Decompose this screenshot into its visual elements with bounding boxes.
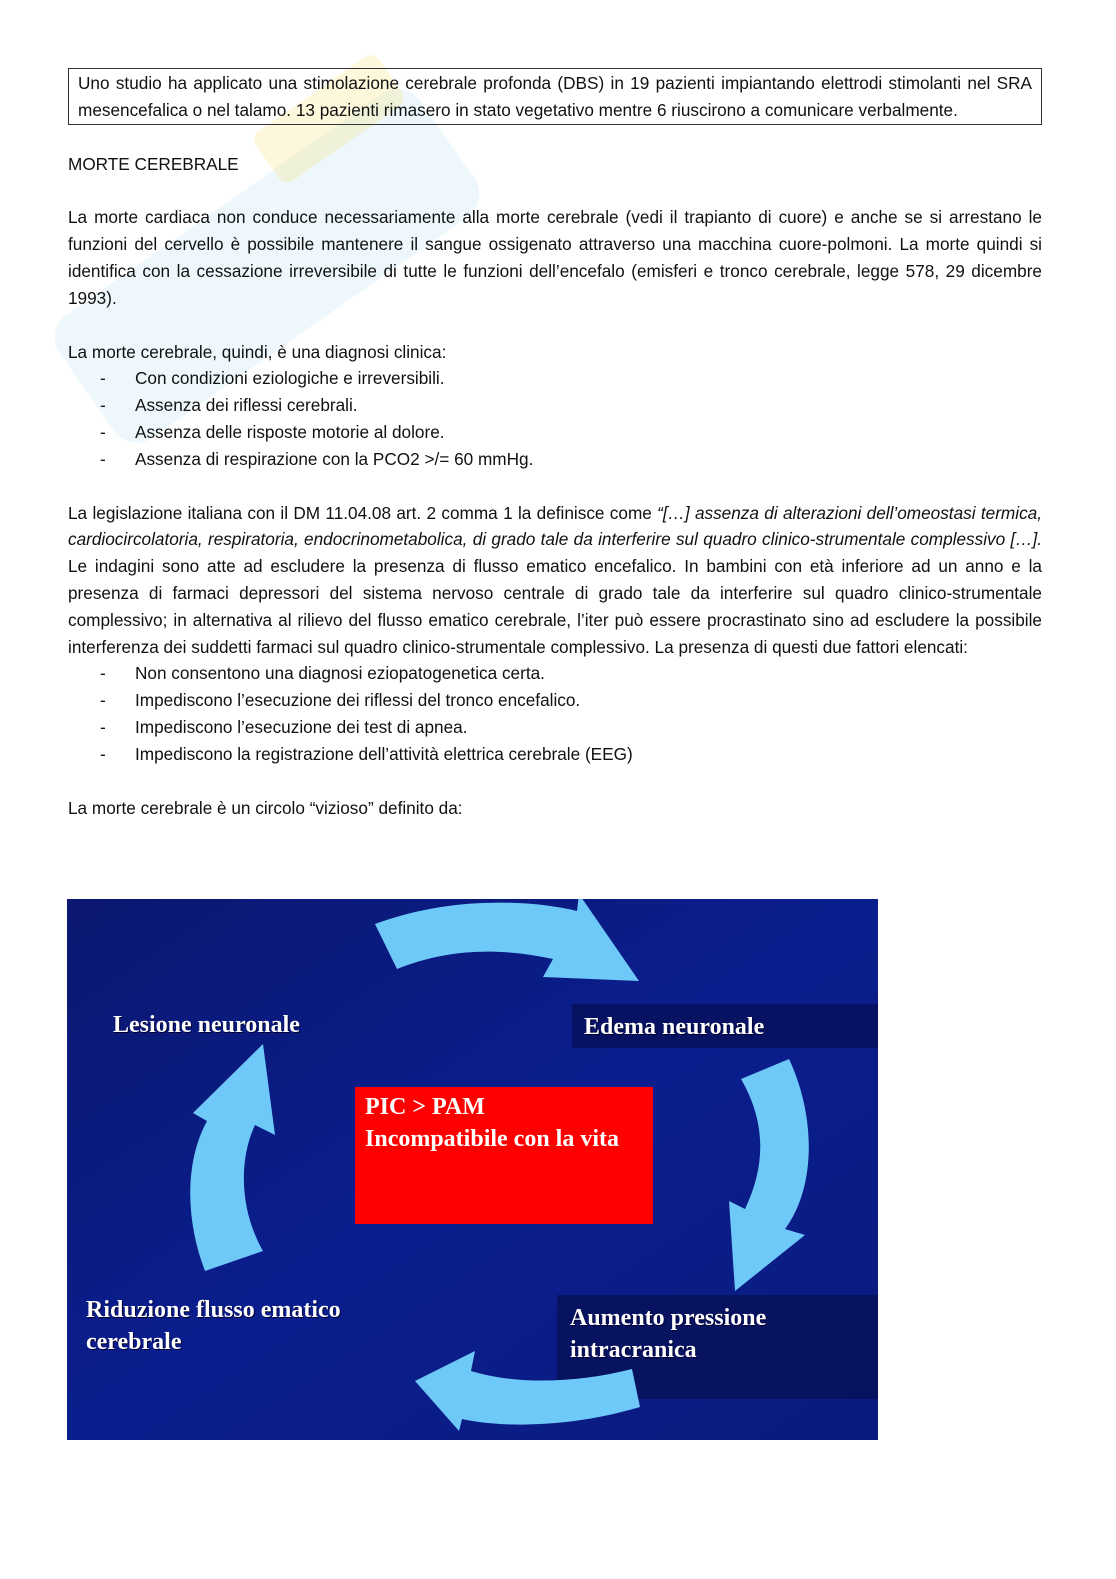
list-item: - Impediscono l’esecuzione dei test di apnea. [68,714,1042,741]
list-item: - Non consentono una diagnosi eziopatogenetica certa. [68,660,1042,687]
label-aumento-line2: intracranica [570,1337,697,1363]
legislation-text-end: Le indagini sono atte ad escludere la presenza di flusso ematico encefalico. In bambini con età inferiore ad un anno e la presenza di farmaci depressori del sistema nervoso centrale di grado tale da interferire sul quadro clinico-strumentale complessivo; in alternativa al rilievo del flusso ematico cerebrale, l’iter può essere procrastinato sino ad escludere la possibile interferenza dei suddetti farmaci sul quadro clinico-strumentale complessivo. La presenza di questi due fattori elencati: [68,556,1042,657]
dbs-study-text: Uno studio ha applicato una stimolazione cerebrale profonda (DBS) in 19 pazienti impiantando elettrodi stimolanti nel SRA mesencefalica o nel talamo. 13 pazienti rimasero in stato vegetativo mentre 6 riuscirono a comunicare verbalmente. [78,73,1032,120]
list-item: - Impediscono l’esecuzione dei riflessi del tronco encefalico. [68,687,1042,714]
legislation-text: La legislazione italiana con il DM 11.04.08 art. 2 comma 1 la definisce come [68,502,658,523]
label-riduzione-line1: Riduzione flusso ematico [86,1297,341,1323]
diagnosis-intro: La morte cerebrale, quindi, è una diagnosi clinica: [68,341,447,362]
center-line-incompatibile: Incompatibile con la vita [365,1126,620,1152]
list-item: - Assenza di respirazione con la PCO2 >/= 60 mmHg. [68,446,1042,473]
label-riduzione-line2: cerebrale [86,1329,182,1355]
list-item: - Impediscono la registrazione dell’attività elettrica cerebrale (EEG) [68,741,1042,768]
factor-list [68,660,1042,767]
paragraph-legislation [68,500,1042,661]
label-riduzione-flusso [86,1294,341,1358]
list-item: - Con condizioni eziologiche e irreversibili. [68,365,1042,392]
dbs-study-box [68,68,1042,125]
list-item: - Assenza delle risposte motorie al dolore. [68,419,1042,446]
label-lesione-neuronale: Lesione neuronale [113,1012,300,1038]
label-edema-neuronale: Edema neuronale [584,1014,765,1040]
section-title: MORTE CEREBRALE [68,153,239,174]
document-body [68,68,1042,821]
cycle-intro: La morte cerebrale è un circolo “vizioso” definito da: [68,797,463,818]
center-condition-box [355,1087,653,1224]
label-aumento-pressione [570,1302,766,1366]
label-aumento-line1: Aumento pressione [570,1305,767,1331]
list-item: - Assenza dei riflessi cerebrali. [68,392,1042,419]
diagnosis-list [68,365,1042,472]
center-line-pic-pam: PIC > PAM [365,1094,485,1120]
paragraph-cardiac-death: La morte cardiaca non conduce necessariamente alla morte cerebrale (vedi il trapianto di cuore) e anche se si arrestano le funzioni del cervello è possibile mantenere il sangue ossigenato attraverso una macchina cuore-polmoni. La morte quindi si identifica con la cessazione irreversibile di tutte le funzioni dell’encefalo (emisferi e tronco cerebrale, legge 578, 29 dicembre 1993). [68,207,1042,308]
vicious-circle-diagram [67,899,878,1440]
legislation-quote: “[…] assenza di alterazioni dell’omeostasi termica, cardiocircolatoria, respiratoria, endocrinometabolica, di grado tale da interferire sul quadro clinico-strumentale complessivo […]. [68,502,1042,550]
